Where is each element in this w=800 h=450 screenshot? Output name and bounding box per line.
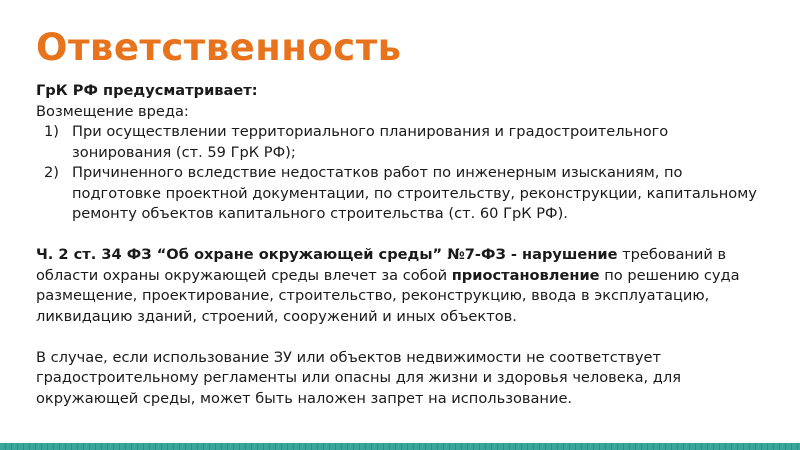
- intro-subheading: Возмещение вреда:: [36, 102, 189, 120]
- bottom-accent-bar: [0, 443, 800, 450]
- law-text-part-1: требований в области охраны окружающей среды влечет за собой: [36, 246, 727, 284]
- list-item-number: 2): [44, 164, 59, 181]
- list-item-number: 1): [44, 123, 59, 140]
- list-item-text: При осуществлении территориального планирования и градостроительного зонирования (ст. 59 ГрК РФ);: [72, 123, 669, 161]
- law-paragraph: [36, 245, 766, 327]
- law-reference: Ч. 2 ст. 34 ФЗ “Об охране окружающей среды” №7-ФЗ - нарушение: [36, 246, 618, 263]
- list-item: [36, 122, 766, 163]
- law-key-term: приостановление: [451, 266, 600, 284]
- list-item: [36, 163, 766, 225]
- law-text-part-2: по решению суда размещение, проектирование, строительство, реконструкцию, ввода в эксплуатацию, ликвидацию зданий, строений, сооружений и иных объектов.: [36, 266, 740, 325]
- damage-list: [36, 122, 766, 225]
- spacer: [36, 225, 766, 246]
- intro-heading: ГрК РФ предусматривает:: [36, 82, 258, 99]
- restriction-paragraph: В случае, если использование ЗУ или объектов недвижимости не соответствует градостроительному регламенты или опасны для жизни и здоровья человека, для окружающей среды, может быть наложен запрет на использование.: [36, 348, 681, 407]
- slide-content: [36, 81, 766, 409]
- list-item-text: Причиненного вследствие недостатков работ по инженерным изысканиям, по подготовке проектной документации, по строительству, реконструкции, капитальному ремонту объектов капитального строительства (ст. 60 ГрК РФ).: [72, 164, 757, 222]
- slide-title: Ответственность: [36, 26, 402, 69]
- spacer: [36, 327, 766, 348]
